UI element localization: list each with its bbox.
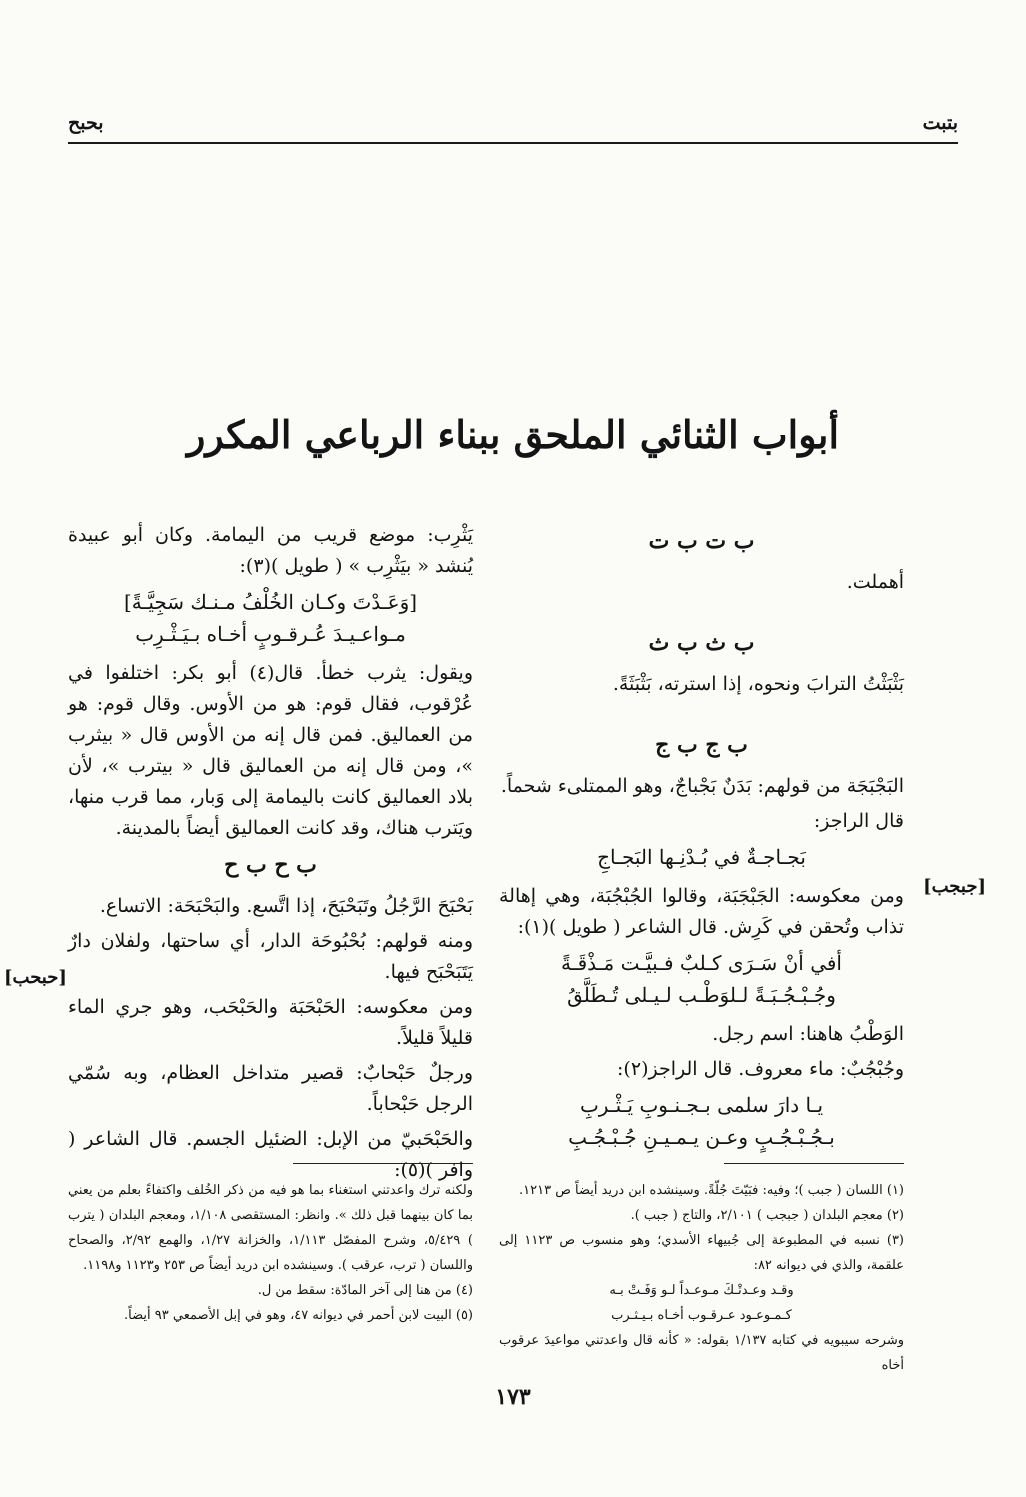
root-heading-bhbh: ب ح ب ح (224, 852, 317, 878)
entry-text: قال الراجز: (813, 810, 904, 832)
entry-text: البَجْبَجَة من قولهم: بَدَنٌ بَجْباجٌ، وهو الممتلىء شحماً. (500, 775, 904, 797)
verse (68, 586, 473, 650)
footnote: وشرحه سيبويه في كتابه ١/١٣٧ بقوله: « كأنه قال واعدتني مواعيدَ عرقوب أخاه (499, 1333, 904, 1373)
verse-line: يـا دارَ سلمى بـجـنـوبِ يَـثْـربِ (579, 1093, 824, 1117)
entry-text: بَحْبَحَ الرَّجُلُ وتَبَحْبَحَ، إذا اتَّسع. والبَحْبَحَة: الاتساع. (99, 895, 473, 917)
entry-text: ومن معكوسه: الجَبْجَبَة، وقالوا الجُبْجُبَة، وهي إهالة تذاب وتُحقن في كَرِش. قال الشاعر ( طويل )(١): (499, 885, 904, 938)
footnotes-right (499, 1178, 904, 1378)
margin-tag-hbhb: [حبحب] (4, 967, 67, 988)
left-column (68, 520, 473, 1190)
verse (499, 947, 904, 1011)
entry-text: بَثْبَثْتُ الترابَ ونحوه، إذا استرته، بَثْبَثَةً. (612, 673, 904, 695)
verse (499, 841, 904, 873)
footnote: (٢) معجم البلدان ( جبجب ) ٢/١٠١، والتاج ( جبب ). (630, 1208, 904, 1223)
footnote-rule (724, 1163, 904, 1164)
chapter-title: أبواب الثنائي الملحق ببناء الرباعي المكرر (186, 412, 839, 457)
footnotes-left (68, 1178, 473, 1328)
entry-text: والحَبْحَبيّ من الإبل: الضئيل الجسم. قال الشاعر ( وافر )(٥): (68, 1128, 473, 1181)
header-rule (68, 142, 958, 144)
verse (499, 1089, 904, 1153)
footnote-verse: وقـد وعـدتْـكَ مـوعـداً لـو وَفَـتْ بـه (609, 1283, 794, 1298)
running-head-right: بتبت (922, 112, 958, 134)
right-column (499, 520, 904, 1161)
entry-text: وجُبْجُبٌ: ماء معروف. قال الراجز(٢): (617, 1058, 904, 1080)
entry-text: الوَطْبُ هاهنا: اسم رجل. (712, 1023, 904, 1045)
entry-text: ومنه قولهم: بُحْبُوحَة الدار، أي ساحتها، ولفلان دارٌ يَتَبَحْبَح فيها. (68, 930, 473, 983)
footnote-verse: كـمـوعـود عـرقـوب أخـاه بـيـثـرب (611, 1308, 792, 1323)
entry-text: ومن معكوسه: الحَبْحَبَة والحَبْحَب، وهو جري الماء قليلاً قليلاً. (68, 996, 473, 1049)
footnote: (٤) من هنا إلى آخر المادّة: سقط من ل. (257, 1283, 473, 1298)
running-head-left: بحبح (68, 112, 104, 134)
margin-tag-jbjb: [جبجب] (923, 876, 986, 897)
entry-text: ورجلٌ حَبْحابٌ: قصير متداخل العظام، وبه سُمّي الرجل حَبْحاباً. (68, 1062, 473, 1115)
verse-line: وجُـبْـجُـبَـةً لـلوَطْـب لـيـلى تُـطَلَّقُ (567, 983, 836, 1007)
verse-line: مـواعـيـدَ عُـرقـوبٍ أخـاه بـيَـثْـرِب (135, 622, 406, 646)
entry-text: ويقول: يثرب خطأ. قال(٤) أبو بكر: اختلفوا في عُرْقوب، فقال قوم: هو من الأوس. وقال قوم: هو من العماليق. فمن قال إنه من الأوس قال « بيثرب »، ومن قال إنه من العماليق قال « بيترب »، لأن بلاد العماليق كانت باليمامة إلى وَبار، مما قرب منها، ويَترب هناك، وقد كانت العماليق أيضاً بالمدينة. (68, 662, 473, 839)
entry-text: أهملت. (846, 571, 904, 593)
footnote-rule (293, 1163, 473, 1164)
verse-line: بـجُـبْـجُـبٍ وعـن يـمـيـنِ جُـبْـجُـبِ (568, 1125, 835, 1149)
footnote: (١) اللسان ( جبب )؛ وفيه: فبَيّتَ جُلّةً. وسينشده ابن دريد أيضاً ص ١٢١٣. (518, 1183, 904, 1198)
root-heading-bthbth: ب ث ب ث (648, 630, 755, 656)
verse-line: أفي أنْ سَـرَى كـلبٌ فـبيَّـت مَـذْقَـةً (561, 951, 842, 975)
root-heading-bjbj: ب ج ب ج (655, 732, 748, 758)
footnote: (٥) البيت لابن أحمر في ديوانه ٤٧، وهو في إبل الأصمعي ٩٣ أيضاً. (124, 1308, 473, 1323)
page-number: ١٧٣ (495, 1384, 531, 1410)
footnote: (٣) نسبه في المطبوعة إلى جُبيهاء الأسدي؛ وهو منسوب ص ١١٢٣ إلى علقمة، والذي في ديوانه ٨٢: (499, 1233, 904, 1273)
running-head (68, 106, 958, 140)
verse-line: [وَعَـدْتَ وكـان الخُلْفُ مـنـك سَجِيَّـةً] (123, 590, 418, 614)
footnote: ولكنه ترك واعدتني استغناء بما هو فيه من ذكر الخُلف واكتفاءً بعلم من يعني بما كان بينهما قبل ذلك ». وانظر: المستقصى ١/١٠٨، ومعجم البلدان ( يترب ) ٥/٤٢٩، وشرح المفصّل ١/١١٣، والخزانة ١/٢٧، والهمع ٢/٩٢، والصحاح واللسان ( ترب، عرقب ). وسينشده ابن دريد أيضاً ص ٢٥٣ و١١٢٣ و١١٩٨. (68, 1183, 473, 1273)
entry-text: يَثْرِب: موضع قريب من اليمامة. وكان أبو عبيدة يُنشد « بيَثْرِب » ( طويل )(٣): (68, 524, 473, 577)
root-heading-btbt: ب ت ب ت (648, 528, 755, 554)
verse-line: بَجـاجـةٌ في بُـدْنِـها البَجـاجِ (597, 845, 806, 869)
